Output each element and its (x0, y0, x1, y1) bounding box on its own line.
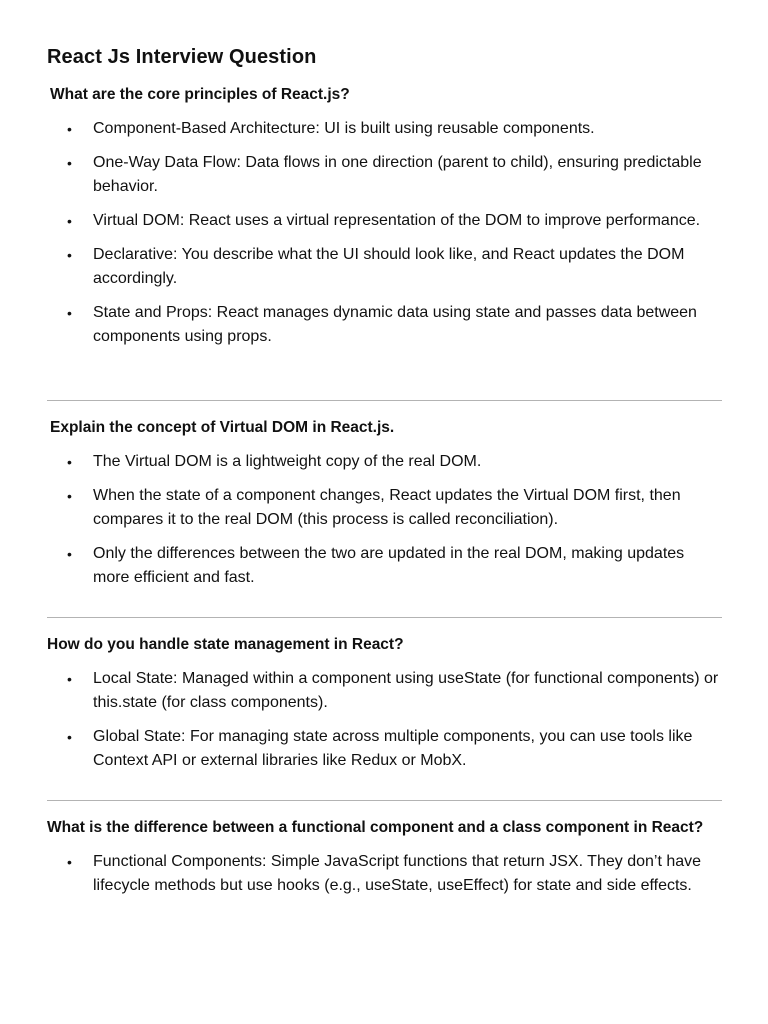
qa-section-functional-vs-class (0, 816, 768, 908)
bullet-icon: • (67, 213, 72, 229)
bullet-icon: • (67, 247, 72, 263)
list-item-text: When the state of a component changes, React updates the Virtual DOM first, then compares it to the real DOM (this process is called reconciliation). (93, 487, 681, 528)
qa-section-virtual-dom (0, 416, 768, 600)
list-item-text: The Virtual DOM is a lightweight copy of the real DOM. (93, 453, 482, 470)
list-item-text: Only the differences between the two are updated in the real DOM, making updates more efficient and fast. (93, 545, 685, 586)
question-heading: What are the core principles of React.js? (50, 86, 350, 103)
answer-list (0, 450, 768, 590)
list-item (0, 450, 723, 474)
list-item-text: Local State: Managed within a component using useState (for functional components) or this.state (for class components). (93, 670, 719, 711)
section-divider (47, 617, 722, 618)
list-item (0, 850, 723, 898)
list-item-text: Declarative: You describe what the UI should look like, and React updates the DOM accordingly. (93, 246, 685, 287)
list-item (0, 151, 723, 199)
section-divider (47, 800, 722, 801)
list-item (0, 243, 723, 291)
answer-list (0, 850, 768, 898)
answer-list (0, 117, 768, 349)
list-item (0, 117, 723, 141)
bullet-icon: • (67, 546, 72, 562)
bullet-icon: • (67, 488, 72, 504)
answer-list (0, 667, 768, 773)
list-item (0, 209, 723, 233)
bullet-icon: • (67, 155, 72, 171)
question-heading: How do you handle state management in React? (47, 636, 404, 653)
list-item (0, 667, 723, 715)
qa-section-core-principles (0, 83, 768, 359)
list-item (0, 301, 723, 349)
list-item-text: Virtual DOM: React uses a virtual representation of the DOM to improve performance. (93, 212, 701, 229)
bullet-icon: • (67, 854, 72, 870)
list-item-text: State and Props: React manages dynamic data using state and passes data between components using props. (93, 304, 697, 345)
qa-section-state-management (0, 633, 768, 783)
question-heading: What is the difference between a functional component and a class component in React? (47, 819, 704, 836)
section-divider (47, 400, 722, 401)
bullet-icon: • (67, 454, 72, 470)
list-item-text: Functional Components: Simple JavaScript functions that return JSX. They don’t have lifecycle methods but use hooks (e.g., useState, useEffect) for state and side effects. (93, 853, 702, 894)
bullet-icon: • (67, 729, 72, 745)
list-item (0, 725, 723, 773)
list-item-text: Component-Based Architecture: UI is built using reusable components. (93, 120, 595, 137)
bullet-icon: • (67, 305, 72, 321)
list-item-text: One-Way Data Flow: Data flows in one direction (parent to child), ensuring predictable behavior. (93, 154, 702, 195)
bullet-icon: • (67, 121, 72, 137)
document-title: React Js Interview Question (47, 46, 317, 68)
bullet-icon: • (67, 671, 72, 687)
list-item (0, 542, 723, 590)
list-item-text: Global State: For managing state across multiple components, you can use tools like Context API or external libraries like Redux or MobX. (93, 728, 693, 769)
list-item (0, 484, 723, 532)
question-heading: Explain the concept of Virtual DOM in React.js. (50, 419, 395, 436)
